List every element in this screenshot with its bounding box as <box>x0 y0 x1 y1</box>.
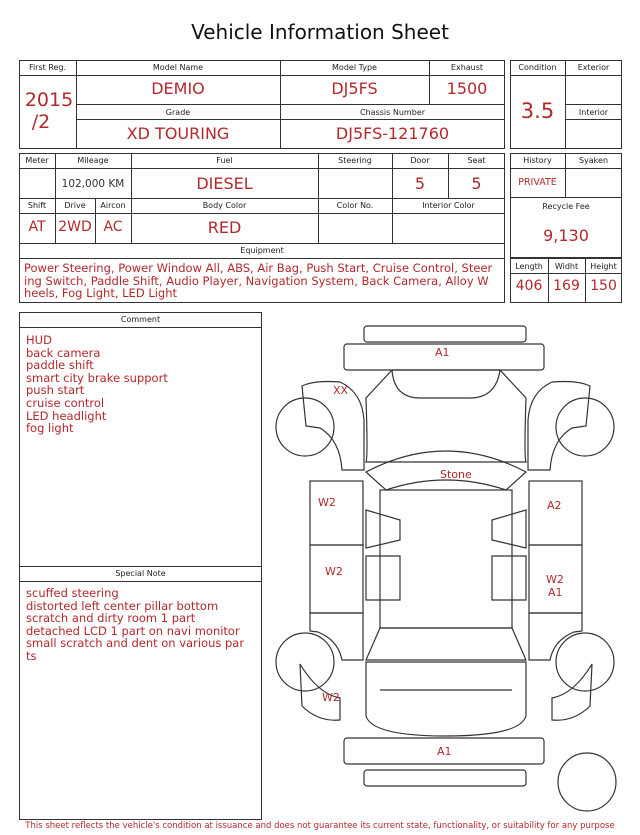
first-reg-month: /2 <box>31 111 51 133</box>
drive-label: Drive <box>64 201 86 210</box>
width-label: Widht <box>554 262 579 271</box>
door-label: Door <box>410 156 430 165</box>
steering-label: Steering <box>338 156 372 165</box>
body-color-label: Body Color <box>202 201 247 210</box>
width-value: 169 <box>553 278 580 294</box>
comment-item: HUD <box>26 333 52 347</box>
interior-label: Interior <box>578 108 609 117</box>
damage-mark-front-left: XX <box>333 384 349 397</box>
color-no-label: Color No. <box>336 201 374 210</box>
drive-value: 2WD <box>58 219 92 235</box>
damage-mark-rear: A1 <box>437 745 452 758</box>
meter-label: Meter <box>25 156 49 165</box>
aircon-label: Aircon <box>100 201 126 210</box>
damage-mark-front: A1 <box>435 346 450 359</box>
equipment-label: Equipment <box>240 246 284 255</box>
recycle-fee-value: 9,130 <box>543 226 589 245</box>
interior-color-label: Interior Color <box>422 201 475 210</box>
model-type-label: Model Type <box>332 63 377 72</box>
damage-mark-left-rear: W2 <box>322 691 340 704</box>
rear-right-wheel <box>556 633 614 691</box>
comment-item: push start <box>26 383 85 398</box>
comment-item: cruise control <box>26 395 105 410</box>
equipment-value: Power Steering, Power Window All, ABS, Air Bag, Push Start, Cruise Control, Steering Switch, Paddle Shift, Audio Player, Navigation System, Back Camera, Alloy Wheels, Fog Light, LED Light <box>24 261 493 300</box>
mileage-label: Mileage <box>77 156 109 165</box>
fuel-value: DIESEL <box>196 174 253 193</box>
disclaimer-footer: This sheet reflects the vehicle's condition at issuance and does not guarantee its current state, functionality, or suitability for any purpose <box>25 821 615 831</box>
first-reg-year: 2015 <box>24 89 74 111</box>
page-title: Vehicle Information Sheet <box>191 20 449 44</box>
damage-mark-left-rear-door: W2 <box>325 565 343 578</box>
comment-item: back camera <box>26 345 101 360</box>
door-value: 5 <box>414 174 426 193</box>
front-right-wheel <box>556 398 614 456</box>
comment-item: LED headlight <box>26 408 107 423</box>
comment-item: paddle shift <box>26 358 94 373</box>
exhaust-value: 1500 <box>446 79 488 98</box>
model-name-value: DEMIO <box>151 79 205 98</box>
height-value: 150 <box>590 278 617 294</box>
damage-mark-left-front-door: W2 <box>318 496 336 509</box>
comment-item: smart city brake support <box>26 370 168 385</box>
damage-mark-right-rear-door: A1 <box>548 586 563 599</box>
condition-grade: 3.5 <box>520 99 555 123</box>
damage-mark-roof: Stone <box>440 468 472 481</box>
length-label: Length <box>515 262 543 271</box>
damage-mark-right-rear-door: W2 <box>546 573 564 586</box>
history-value: PRIVATE <box>518 177 557 188</box>
rear-left-wheel <box>276 633 334 691</box>
seat-value: 5 <box>471 174 482 193</box>
model-name-label: Model Name <box>152 63 204 72</box>
comment-label: Comment <box>120 315 161 324</box>
mileage-value: 102,000 KM <box>61 178 125 190</box>
body-color-value: RED <box>207 218 242 237</box>
special-note-item: scratch and dirty room 1 part <box>26 611 196 626</box>
chassis-label: Chassis Number <box>360 108 425 117</box>
grade-label: Grade <box>165 108 191 117</box>
condition-label: Condition <box>518 63 557 72</box>
first-reg-label: First Reg. <box>28 63 67 72</box>
shift-label: Shift <box>27 201 47 210</box>
seat-label: Seat <box>467 156 486 165</box>
aircon-value: AC <box>103 219 123 235</box>
special-note-item: detached LCD 1 part on navi monitor <box>26 623 240 638</box>
syaken-label: Syaken <box>578 156 609 165</box>
shift-value: AT <box>28 219 46 235</box>
history-label: History <box>523 156 552 165</box>
special-note-label: Special Note <box>115 569 166 578</box>
grade-value: XD TOURING <box>126 124 230 143</box>
damage-mark-right-front-door: A2 <box>547 499 562 512</box>
exterior-label: Exterior <box>577 63 610 72</box>
fuel-label: Fuel <box>216 156 233 165</box>
special-note-item: scuffed steering <box>26 586 119 600</box>
exhaust-label: Exhaust <box>450 63 484 72</box>
recycle-fee-label: Recycle Fee <box>542 202 590 211</box>
comment-item: fog light <box>26 421 74 436</box>
spare-wheel <box>558 753 616 811</box>
height-label: Height <box>590 262 617 271</box>
special-note-item: distorted left center pillar bottom <box>26 598 219 613</box>
special-note-item: small scratch and dent on various parts <box>26 636 245 663</box>
model-type-value: DJ5FS <box>331 79 378 98</box>
chassis-value: DJ5FS-121760 <box>335 124 450 143</box>
length-value: 406 <box>515 278 543 294</box>
front-left-wheel <box>276 398 334 456</box>
